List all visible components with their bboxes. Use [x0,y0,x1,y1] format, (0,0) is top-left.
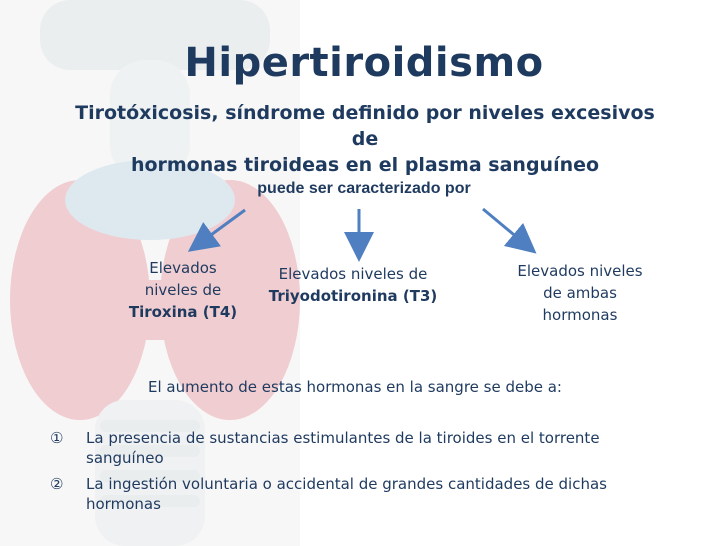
branch-t4-line-2: niveles de [144,281,222,299]
cause-item [50,474,680,514]
branch-t3-line-1: Elevados niveles de [278,265,428,283]
arrow-down-icon-right [483,209,525,244]
branch-t4 [113,257,253,323]
branch-both-line-3: hormonas [542,306,618,324]
cause-text: La ingestión voluntaria o accidental de grandes cantidades de dichas hormonas [86,475,607,513]
branch-t4-line-1: Elevados [149,259,217,277]
branch-both-line-1: Elevados niveles [517,262,643,280]
subtitle-line-1: Tirotóxicosis, síndrome definido por niveles excesivos de [75,102,655,150]
causes-intro: El aumento de estas hormonas en la sangre se debe a: [148,378,562,396]
cause-item [50,428,680,468]
slide-title: Hipertiroidismo [184,40,544,86]
branch-both [500,260,660,326]
branch-t3-line-2: Triyodotironina (T3) [268,287,438,305]
cause-text: La presencia de sustancias estimulantes de la tiroides en el torrente sanguíneo [86,429,600,467]
cause-marker: ② [50,475,64,493]
connector-text: puede ser caracterizado por [257,180,471,197]
branch-both-line-2: de ambas [543,284,617,302]
cause-marker: ① [50,429,64,447]
branch-t3 [258,263,448,307]
arrow-down-icon-left [200,210,245,243]
subtitle-line-2: hormonas tiroideas en el plasma sanguíneo [130,154,600,176]
branch-t4-line-3: Tiroxina (T4) [128,303,238,321]
